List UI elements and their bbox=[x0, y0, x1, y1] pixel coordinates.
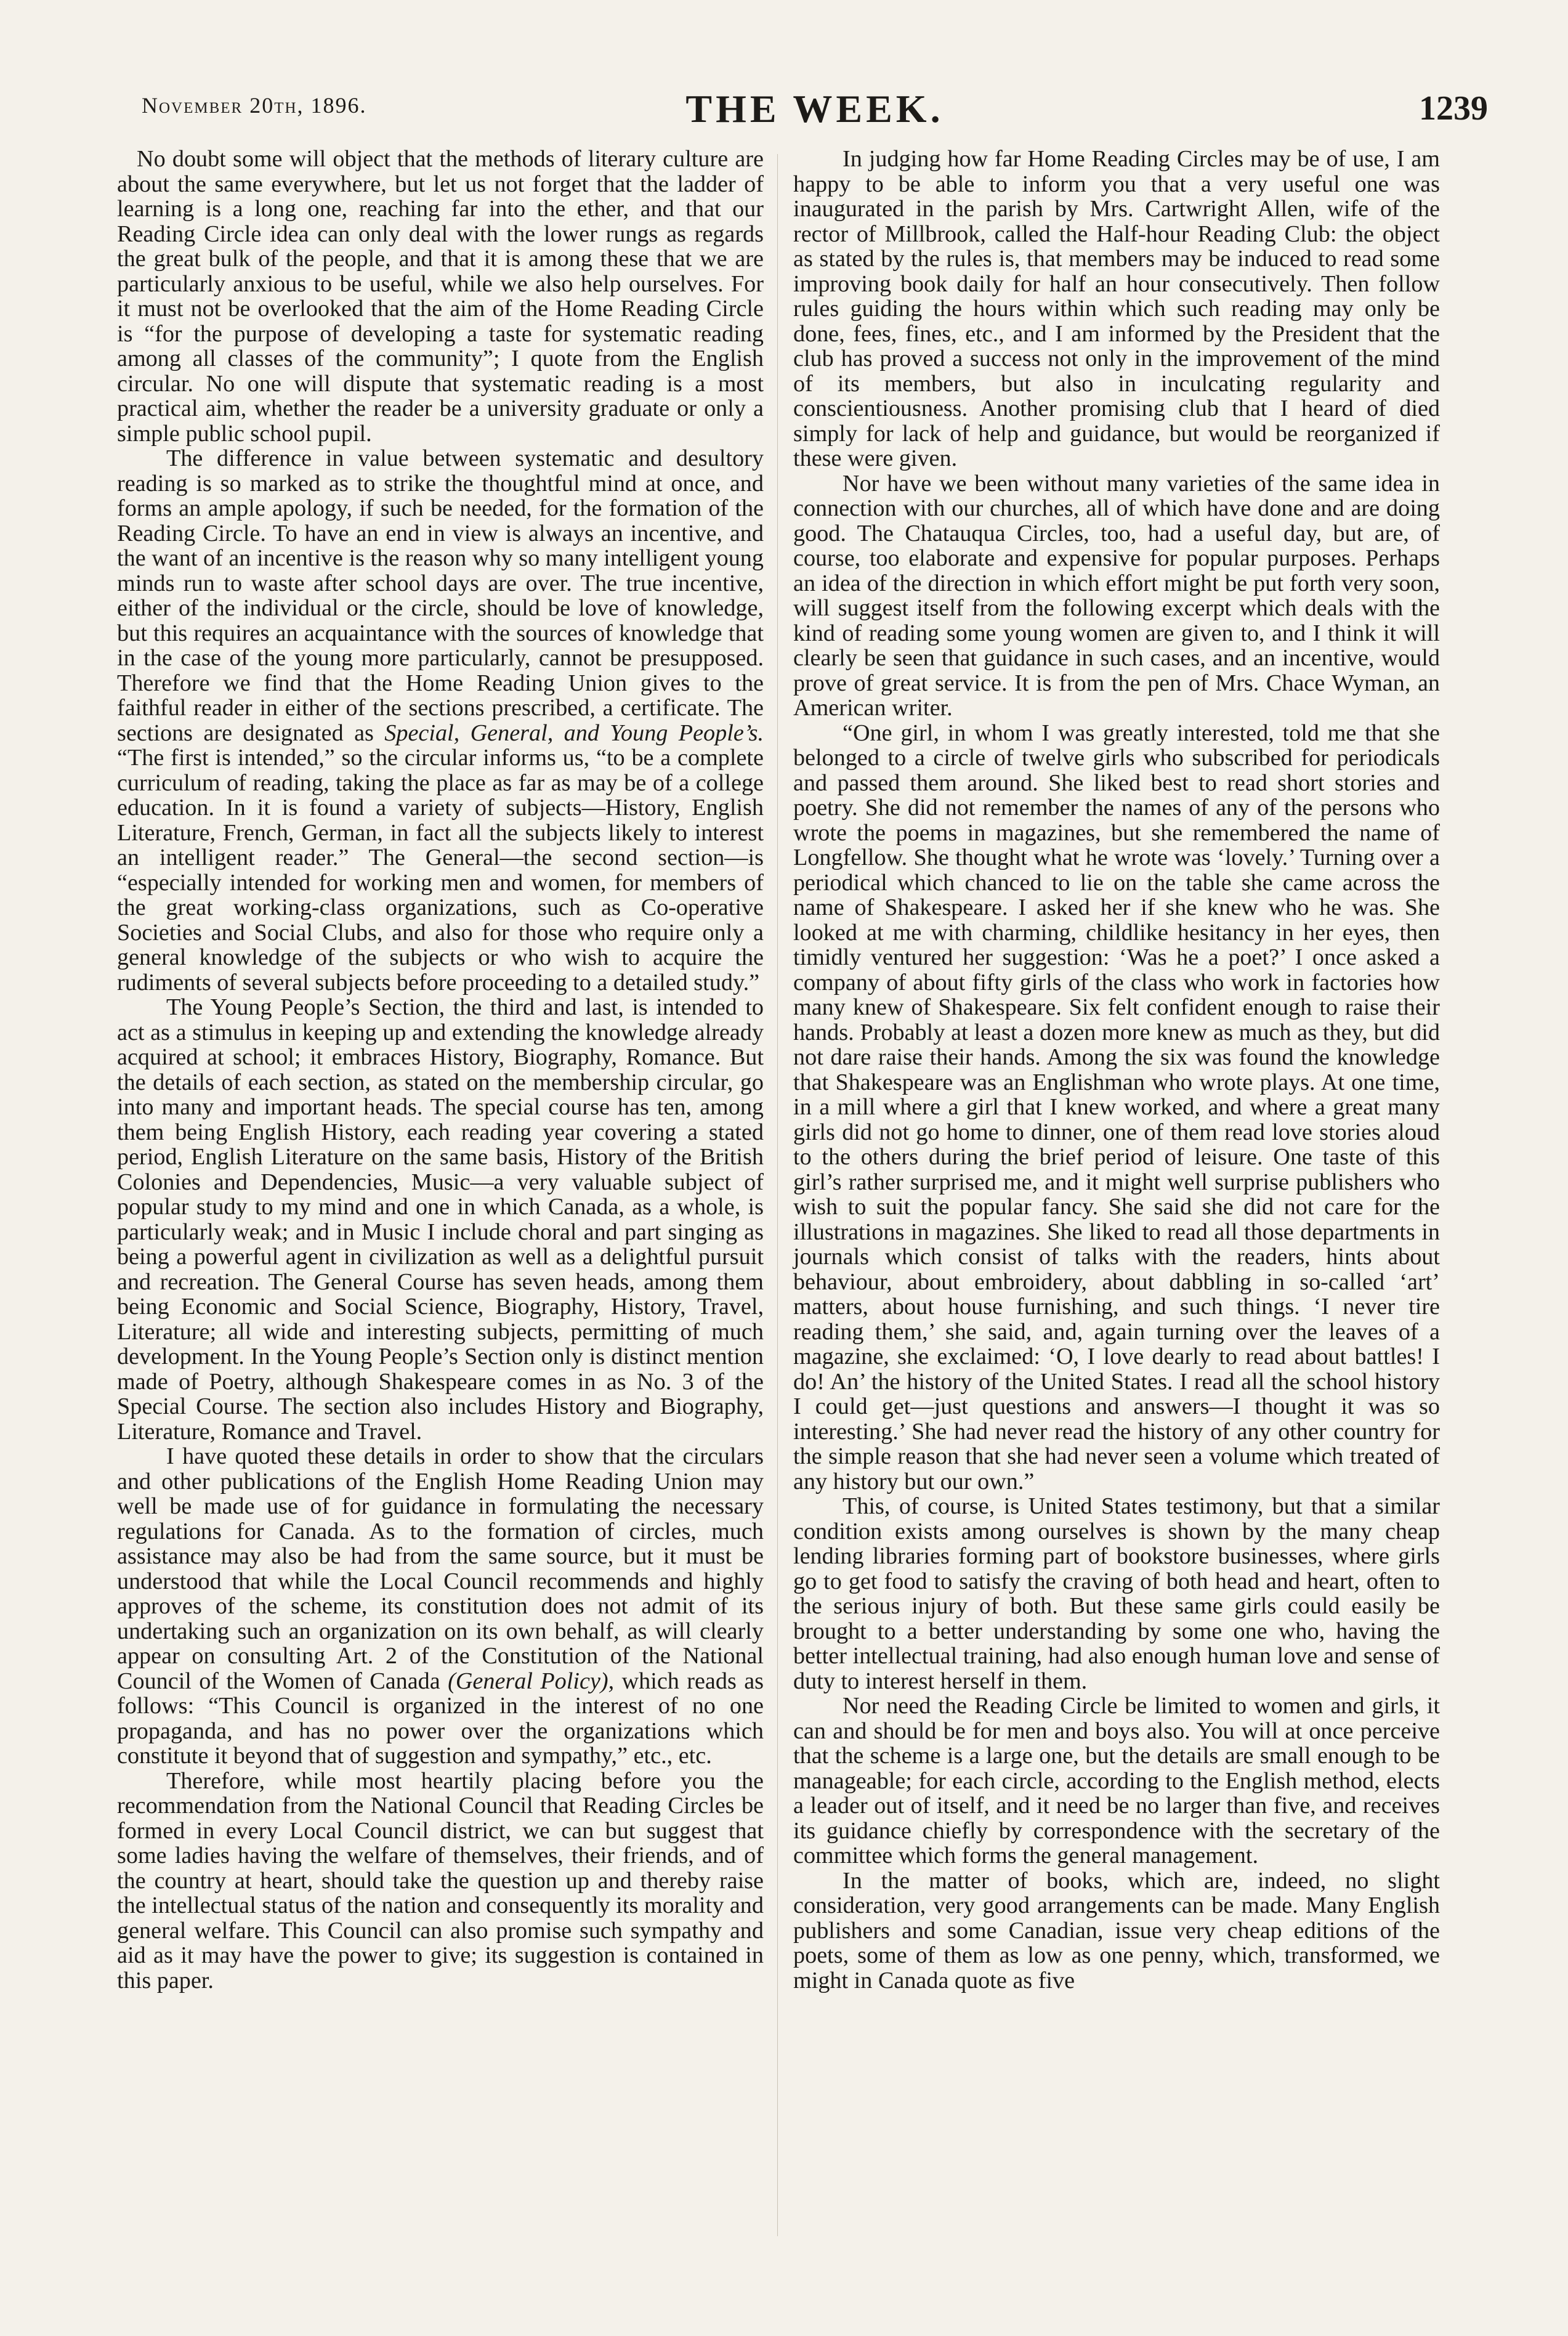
page-number: 1239 bbox=[1419, 89, 1488, 128]
paragraph: Nor have we been without many varieties of the same idea in connection with our churches, all of which have done and are doing good. The Chatauqua Circles, too, had a useful day, but are, of course, too elaborate and expensive for popular purposes. Perhaps an idea of the direction in which effort might be put forth very soon, will suggest itself from the following excerpt which deals with the kind of reading some young women are given to, and I think it will clearly be seen that guidance in such cases, and an incentive, would prove of great service. It is from the pen of Mrs. Chace Wyman, an American writer. bbox=[793, 470, 1440, 721]
right-column bbox=[793, 147, 1440, 1993]
left-column bbox=[117, 147, 764, 1993]
paragraph-text: The difference in value between systematic and desultory reading is so marked as to strike the thoughtful mind at once, and forms an ample apology, if such be needed, for the formation of the Reading Circle. To have an end in view is always an incentive, and the want of an incentive is the reason why so many intelligent young minds run to waste after school days are over. The true incentive, either of the individual or the circle, should be love of knowledge, but this requires an acquaintance with the sources of knowledge that in the case of the young more particularly, cannot be presupposed. Therefore we find that the Home Reading Union gives to the faithful reader in either of the sections prescribed, a certificate. The sections are designated as bbox=[117, 445, 764, 746]
paragraph-text: “The first is intended,” so the circular informs us, “to be a complete curriculum of reading, taking the place as far as may be of a college education. In it is found a variety of subjects—History, English Literature, French, German, in fact all the subjects likely to interest an intelligent reader.” The General—the second section—is “especially intended for working men and women, for members of the great working-class organizations, such as Co-operative Societies and Social Clubs, and also for those who require only a general knowledge of the subjects or who wish to acquire the rudiments of several subjects before proceeding to a detailed study.” bbox=[117, 745, 764, 996]
publication-title: THE WEEK. bbox=[685, 87, 944, 131]
paragraph: In judging how far Home Reading Circles may be of use, I am happy to be able to inform you that a very useful one was inaugurated in the parish by Mrs. Cartwright Allen, wife of the rector of Millbrook, called the Half-hour Reading Club: the object as stated by the rules is, that members may be induced to read some improving book daily for half an hour consecutively. Then follow rules guiding the hours within which such reading may only be done, fees, fines, etc., and I am informed by the President that the club has proved a success not only in the improvement of the mind of its members, but also in inculcating regularity and conscientiousness. Another promising club that I heard of died simply for lack of help and guidance, but would be reorganized if these were given. bbox=[793, 146, 1440, 471]
paragraph-text: which reads as follows: “This Council is organized in the interest of no one propaganda, and has no power over the organizations which constitute it beyond that of suggestion and sympathy,” etc., etc. bbox=[117, 1668, 764, 1769]
paragraph: This, of course, is United States testimony, but that a similar condition exists among ourselves is shown by the many cheap lending libraries forming part of bookstore businesses, where girls go to get food to satisfy the craving of both head and heart, often to the serious injury of both. But these same girls could easily be brought to a better understanding by some one who, having the better intellectual training, had also enough human love and sense of duty to interest herself in them. bbox=[793, 1493, 1440, 1694]
paragraph: Nor need the Reading Circle be limited to women and girls, it can and should be for men and boys also. You will at once perceive that the scheme is a large one, but the details are small enough to be manageable; for each circle, according to the English method, elects a leader out of itself, and it need be no larger than five, and receives its guidance chiefly by correspondence with the secretary of the committee which forms the general management. bbox=[793, 1693, 1440, 1868]
paragraph bbox=[117, 1444, 764, 1769]
paragraph-text: I have quoted these details in order to show that the circulars and other publications of the English Home Reading Union may well be made use of for guidance in formulating the necessary regulations for Canada. As to the formation of circles, much assistance may also be had from the same source, but it must be understood that while the Local Council recommends and highly approves of the scheme, its constitution does not admit of its undertaking such an organization on its own behalf, as will clearly appear on consulting Art. 2 of the Constitution of the National Council of the Women of Canada bbox=[117, 1443, 764, 1694]
paragraph bbox=[117, 446, 764, 995]
italic-text: Special, General, and Young People’s. bbox=[384, 720, 764, 746]
page-header bbox=[142, 86, 1488, 136]
paragraph: “One girl, in whom I was greatly interested, told me that she belonged to a circle of twelve girls who subscribed for periodicals and passed them around. She liked best to read short stories and poetry. She did not remember the names of any of the persons who wrote the poems in magazines, but she remembered the name of Longfellow. She thought what he wrote was ‘lovely.’ Turning over a periodical which chanced to lie on the table she came across the name of Shakespeare. I asked her if she knew who he was. She looked at me with charming, childlike hesitancy in her eyes, then timidly ventured her suggestion: ‘Was he a poet?’ I once asked a company of about fifty girls of the class who work in factories how many knew of Shakespeare. Six felt confident enough to raise their hands. Probably at least a dozen more knew as much as they, but did not dare raise their hands. Among the six was found the knowledge that Shakespeare was an Englishman who wrote plays. At one time, in a mill where a girl that I knew worked, and where a great many girls did not go home to dinner, one of them read love stories aloud to the others during the brief period of leisure. One taste of this girl’s rather surprised me, and it might well surprise publishers who wish to suit the popular fancy. She said she did not care for the illustrations in magazines. She liked to read all those departments in journals which consist of talks with the readers, hints about behaviour, about embroidery, about dabbling in so-called ‘art’ matters, about house furnishing, and such things. ‘I never tire reading them,’ she said, and, again turning over the leaves of a magazine, she exclaimed: ‘O, I love dearly to read about battles! I do! An’ the history of the United States. I read all the school history I could get—just questions and answers—I thought it was so interesting.’ She had never read the history of any other country for the simple reason that she had never seen a volume which treated of any history but our own.” bbox=[793, 720, 1440, 1494]
issue-date: November 20th, 1896. bbox=[142, 93, 367, 118]
paragraph: In the matter of books, which are, indeed, no slight consideration, very good arrangements can be made. Many English publishers and some Canadian, issue very cheap editions of the poets, some of them as low as one penny, which, transformed, we might in Canada quote as five bbox=[793, 1867, 1440, 1993]
italic-text: (General Policy), bbox=[448, 1668, 615, 1694]
paragraph: The Young People’s Section, the third and last, is intended to act as a stimulus in keeping up and extending the knowledge already acquired at school; it embraces History, Biography, Romance. But the details of each section, as stated on the membership circular, go into many and important heads. The special course has ten, among them being English History, each reading year covering a stated period, English Literature on the same basis, History of the British Colonies and Dependencies, Music—a very valuable subject of popular study to my mind and one in which Canada, as a whole, is particularly weak; and in Music I include choral and part singing as being a powerful agent in civilization as well as a delightful pursuit and recreation. The General Course has seven heads, among them being Economic and Social Science, Biography, History, Travel, Literature; all wide and interesting subjects, permitting of much development. In the Young People’s Section only is distinct mention made of Poetry, although Shakespeare comes in as No. 3 of the Special Course. The section also includes History and Biography, Literature, Romance and Travel. bbox=[117, 994, 764, 1445]
paragraph: No doubt some will object that the methods of literary culture are about the same everywhere, but let us not forget that the ladder of learning is a long one, reaching far into the ether, and that our Reading Circle idea can only deal with the lower rungs as regards the great bulk of the people, and that it is among these that we are particularly anxious to be useful, while we also help ourselves. For it must not be overlooked that the aim of the Home Reading Circle is “for the purpose of developing a taste for systematic reading among all classes of the community”; I quote from the English circular. No one will dispute that systematic reading is a most practical aim, whether the reader be a university graduate or only a simple public school pupil. bbox=[117, 146, 764, 447]
column-divider bbox=[777, 154, 778, 2236]
paragraph: Therefore, while most heartily placing before you the recommendation from the National Council that Reading Circles be formed in every Local Council district, we can but suggest that some ladies having the welfare of themselves, their friends, and of the country at heart, should take the question up and thereby raise the intellectual status of the nation and consequently its morality and general welfare. This Council can also promise such sympathy and aid as it may have the power to give; its suggestion is contained in this paper. bbox=[117, 1767, 764, 1993]
